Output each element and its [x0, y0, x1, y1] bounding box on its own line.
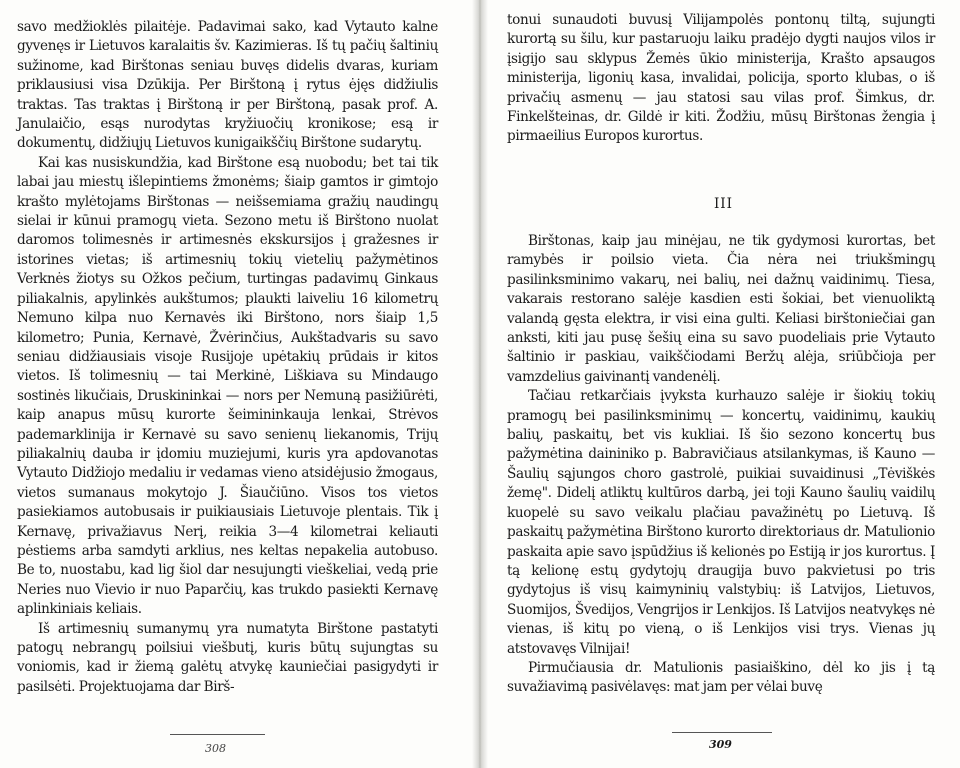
right-page-body-bottom — [507, 232, 935, 698]
section-heading: III — [713, 196, 734, 212]
book-gutter — [472, 0, 488, 768]
paragraph: tonui sunaudoti buvusį Vilijampolės pontonų tiltą, sujungti kurortą su šilu, kur pastaruoju laiku pradėjo dygti naujos vilos ir įsigijo sau sklypus Žemės ūkio ministerija, Krašto apsaugos ministerija, ligonių kasa, invalidai, policija, sporto klubas, o iš privačių asmenų — jau statosi sau vilas prof. Šimkus, dr. Finkelšteinas, dr. Gildė ir kiti. Žodžiu, mūsų Birštonas žengia į pirmaeilius Europos kurortus. — [507, 12, 935, 145]
paragraph: Tačiau retkarčiais įvyksta kurhauzo salėje ir šiokių tokių pramogų bei pasilinksminimų — koncertų, vaidinimų, kaukių balių, paskaitų, bet vis kukliai. Iš šio sezono koncertų bus pažymėtina daininiko p. Babravičiaus atsilankymas, iš Kauno — Šaulių sąjungos choro gastrolė, puikiai suvaidinusi „Tėviškės žemę". Didelį atliktų kultūros darbą, jei toji Kauno šaulių vaidilų kuopelė su savo veikalu plačiau pavažinėtų po Lietuvą. Iš paskaitų pažymėtina Birštono kurorto direktoriaus dr. Matulionio paskaita apie savo įspūdžius iš kelionės po Estiją ir jos kurortus. Į tą kelionę estų gydytojų draugija buvo pakvietusi po tris gydytojus iš visų kaimyninių valstybių: iš Latvijos, Lietuvos, Suomijos, Švedijos, Vengrijos ir Lenkijos. Iš Latvijos neatvykęs nė vienas, iš kitų po vieną, o iš Lenkijos visi trys. Vienas jų atstovavęs Vilnijai! — [507, 388, 935, 657]
paragraph: Iš artimesnių sumanymų yra numatyta Birštone pastatyti patogų nebrangų poilsiui viešbutį, kuris būtų sujungtas su voniomis, kad ir žiemą galėtų atvykę kauniečiai pasigydyti ir pasilsėti. Projektuojama dar Birš- — [17, 620, 438, 695]
page-number: 309 — [709, 738, 732, 751]
left-page — [0, 0, 473, 768]
footer-rule — [170, 734, 265, 735]
footer-rule — [672, 732, 772, 733]
left-page-body — [17, 18, 438, 697]
paragraph: Birštonas, kaip jau minėjau, ne tik gydymosi kurortas, bet ramybės ir poilsio vieta. Čia nėra nei triukšmingų pasilinksminimo vakarų, nei balių, nei dažnų vaidinimų. Tiesa, vakarais restorano salėje kasdien esti šokiai, bet vienuoliktą valandą gęsta elektra, ir visi eina gulti. Keliasi birštoniečiai gan anksti, kiti jau pusę šešių eina su savo puodeliais prie Vytauto šaltinio ir paskiau, vaikščiodami Beržų alėja, sriūbčioja per vamzdelius gaivinantį vandenėlį. — [507, 233, 935, 385]
paragraph: savo medžioklės pilaitėje. Padavimai sako, kad Vytauto kalne gyvenęs ir Lietuvos karalaitis šv. Kazimieras. Iš tų pačių šaltinių sužinome, kad Birštonas seniau buvęs didelis dvaras, kuriam priklausiusi visa Dzūkija. Per Birštoną į rytus ėjęs didžiulis traktas. Tas traktas į Birštoną ir per Birštoną, pasak prof. A. Janulaičio, esąs nurodytas kryžiuočių kronikose; esą ir dokumentų, didžiųjų Lietuvos kunigaikščių Birštone sudarytų. — [17, 19, 438, 152]
page-number: 308 — [205, 742, 226, 755]
paragraph: Kai kas nusiskundžia, kad Birštone esą nuobodu; bet tai tik labai jau miestų išlepintiems žmonėms; šiaip gamtos ir gimtojo krašto mylėtojams Birštonas — neišsemiama gražių naudingų sielai ir kūnui pramogų vieta. Sezono metu iš Birštono nuolat daromos tolimesnės ir artimesnės ekskursijos į gražesnes ir istorines vietas; iš artimesnių tokių vietelių pažymėtinos Verknės žiotys su Ožkos pečium, turtingas padavimų Ginkaus piliakalnis, apylinkės aukštumos; plaukti laiveliu 16 kilometrų Nemuno kilpa nuo Kernavės iki Birštono, nors šiaip 1,5 kilometro; Punia, Kernavė, Žvėrinčius, Aukštadvaris su savo seniau didžiausiais visoje Rusijoje upėtakių prūdais ir kitos vietos. Iš tolimesnių — tai Merkinė, Liškiava su Mindaugo sostinės likučiais, Druskininkai — nors per Nemuną pasižiūrėti, kaip anapus mūsų kurorte šeimininkauja lenkai, Strėvos pademarklinija ir Kernavė su savo senienų liekanomis, Trijų piliakalnių dauba ir įdomiu muziejumi, kuris yra apdovanotas Vytauto Didžiojo medaliu ir vedamas vieno atsidėjusio žmogaus, vietos sumanaus mokytojo J. Šiaučiūno. Visos tos vietos pasiekiamos autobusais ir puikiausiais Lietuvoje plentais. Tik į Kernavę, privažiavus Nerį, reikia 3—4 kilometrai keliauti pėstiems arba samdyti arklius, nes keltas nepakelia autobuso. Be to, nuostabu, kad lig šiol dar nesujungti vieškeliai, vedą prie Neries nuo Vievio ir nuo Paparčių, kas trukdo pasiekti Kernavę aplinkiniais keliais. — [17, 154, 438, 618]
right-page — [487, 0, 960, 768]
right-page-body-top — [507, 11, 935, 147]
paragraph: Pirmučiausia dr. Matulionis pasiaiškino, dėl ko jis į tą suvažiavimą pasivėlavęs: mat jam per vėlai buvę — [507, 659, 935, 696]
